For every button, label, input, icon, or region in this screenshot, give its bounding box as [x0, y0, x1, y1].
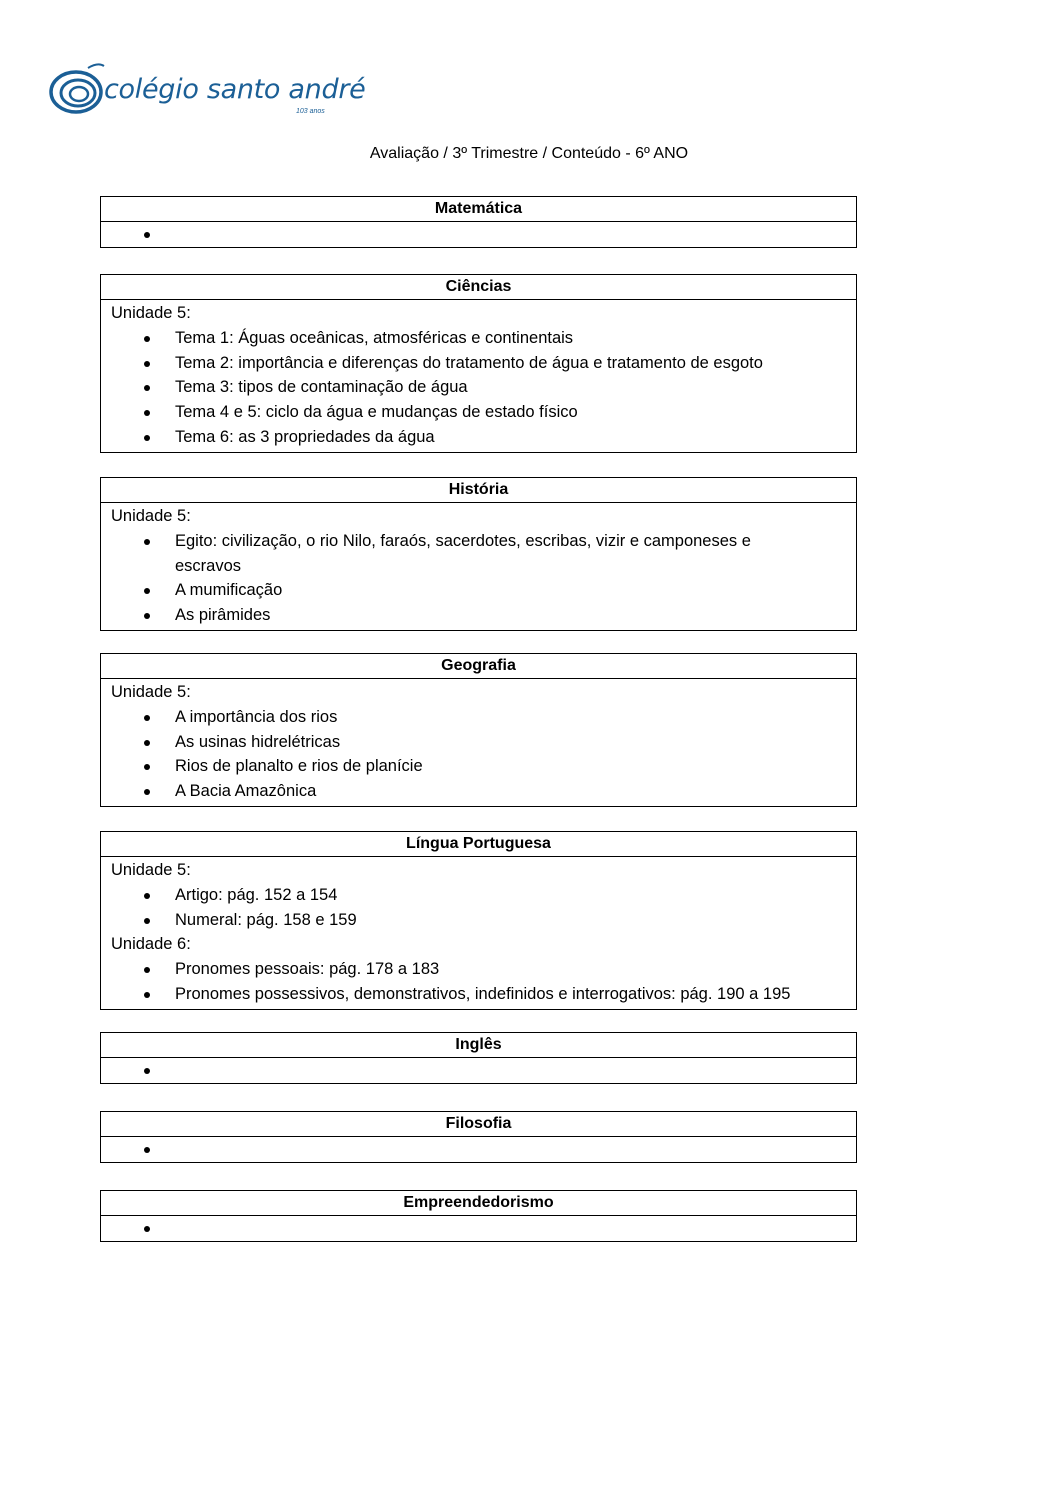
list-item: Tema 1: Águas oceânicas, atmosféricas e continentais	[101, 326, 856, 351]
topic-list	[101, 957, 856, 1007]
topic-list	[101, 883, 856, 933]
section-title: Filosofia	[101, 1112, 856, 1137]
logo-name: colégio santo andré	[104, 74, 366, 105]
section-geografia	[100, 653, 857, 807]
section-ingles	[100, 1032, 857, 1084]
list-item: Egito: civilização, o rio Nilo, faraós, sacerdotes, escribas, vizir e camponeses e escravos	[101, 529, 856, 579]
empty-list-item	[101, 1137, 856, 1162]
section-ciencias	[100, 274, 857, 453]
empty-list-item	[101, 1058, 856, 1083]
section-title: Inglês	[101, 1033, 856, 1058]
list-item: Tema 4 e 5: ciclo da água e mudanças de estado físico	[101, 400, 856, 425]
list-item: A importância dos rios	[101, 705, 856, 730]
unit-label: Unidade 5:	[111, 683, 191, 701]
list-item: Pronomes possessivos, demonstrativos, indefinidos e interrogativos: pág. 190 a 195	[101, 982, 856, 1007]
spiral-logo-icon	[48, 60, 108, 120]
unit-label: Unidade 6:	[111, 935, 191, 954]
section-lingua-portuguesa	[100, 831, 857, 1010]
list-item: A mumificação	[101, 578, 856, 603]
list-item: Tema 3: tipos de contaminação de água	[101, 375, 856, 400]
logo-years: 103 anos	[296, 108, 325, 115]
document-title: Avaliação / 3º Trimestre / Conteúdo - 6º ANO	[369, 145, 689, 162]
list-item: Rios de planalto e rios de planície	[101, 754, 856, 779]
list-item: As usinas hidrelétricas	[101, 730, 856, 755]
list-item: As pirâmides	[101, 603, 856, 628]
list-item: Numeral: pág. 158 e 159	[101, 908, 856, 933]
section-matematica	[100, 196, 857, 248]
list-item: Pronomes pessoais: pág. 178 a 183	[101, 957, 856, 982]
unit-label: Unidade 5:	[111, 304, 191, 322]
topic-list	[101, 326, 856, 450]
unit-label: Unidade 5:	[111, 861, 191, 879]
unit-label: Unidade 5:	[111, 507, 191, 525]
section-filosofia	[100, 1111, 857, 1163]
topic-list	[101, 529, 856, 628]
empty-list-item	[101, 222, 856, 247]
section-title: Ciências	[101, 275, 856, 300]
list-item: Artigo: pág. 152 a 154	[101, 883, 856, 908]
school-logo	[48, 60, 366, 122]
list-item: Tema 6: as 3 propriedades da água	[101, 425, 856, 450]
list-item: A Bacia Amazônica	[101, 779, 856, 804]
section-title: Geografia	[101, 654, 856, 679]
section-historia	[100, 477, 857, 631]
section-title: Matemática	[101, 197, 856, 222]
topic-list	[101, 705, 856, 804]
empty-list-item	[101, 1216, 856, 1241]
section-title: Língua Portuguesa	[101, 832, 856, 857]
section-title: História	[101, 478, 856, 503]
list-item: Tema 2: importância e diferenças do tratamento de água e tratamento de esgoto	[101, 351, 856, 376]
section-empreendedorismo	[100, 1190, 857, 1242]
section-title: Empreendedorismo	[101, 1191, 856, 1216]
